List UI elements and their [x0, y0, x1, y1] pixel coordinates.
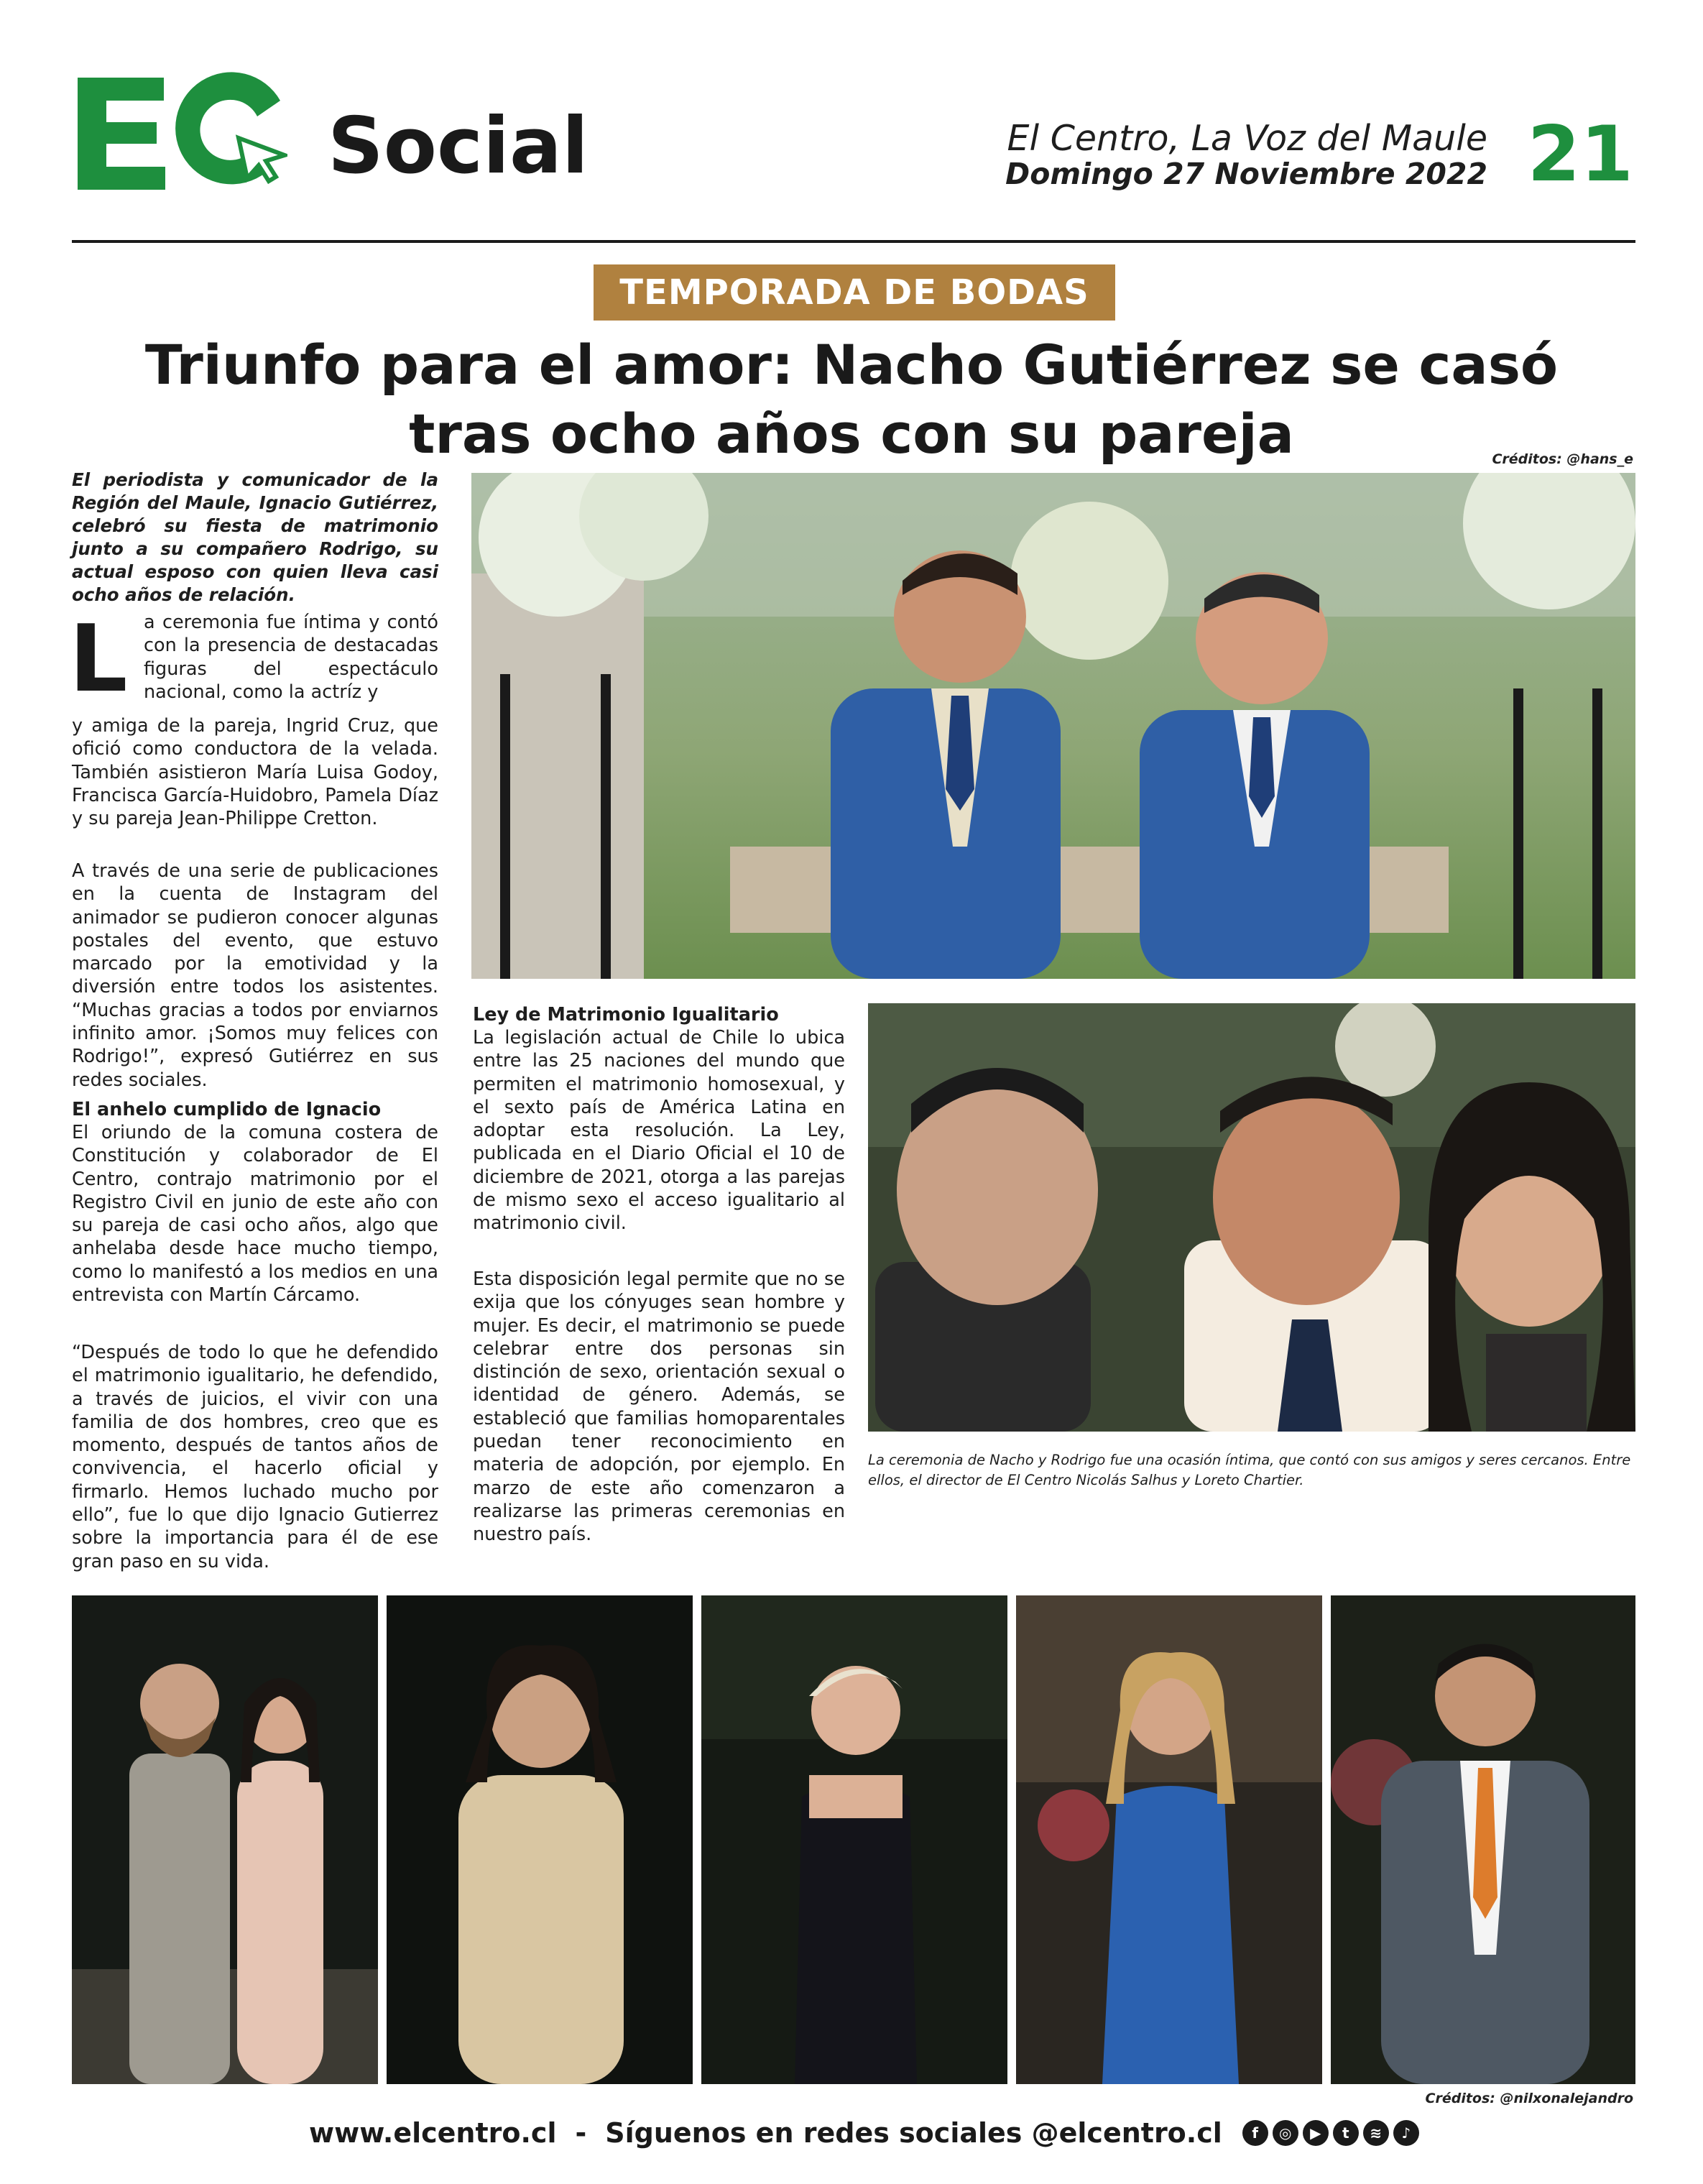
article-lead: El periodista y comunicador de la Región del Maule, Ignacio Gutiérrez, celebró su fiesta de matrimonio junto a su compañero Rodrigo, su actual esposo con quien lleva casi ocho años de relación. [72, 469, 438, 605]
facebook-icon[interactable]: f [1242, 2120, 1268, 2146]
newspaper-name: El Centro, La Voz del Maule [1007, 118, 1487, 159]
guests-selfie-photo [868, 1003, 1635, 1432]
footer-separator: - [575, 2117, 587, 2149]
paragraph-4: “Después de todo lo que he defendido el matrimonio igualitario, he defendido, a través de juicios, el vivir con una familia de dos hombres, creo que es momento, después de tantos años de convivencia, el hacerlo oficial y firmarlo. Hemos luchado mucho por ello”, fue lo que dijo Ignacio Gutierrez sobre la importancia para él de ese gran paso en su vida. [72, 1342, 438, 1572]
header-divider [72, 240, 1635, 243]
paragraph-5: La legislación actual de Chile lo ubica entre las 25 naciones del mundo que permiten el matrimonio homosexual, y el sexto país de América Latina en adoptar esta resolución. La Ley, publicada en el Diario Oficial el 10 de diciembre de 2021, otorga a las parejas de mismo sexo el acceso igualitario al matrimonio civil. [473, 1027, 845, 1235]
guest-gallery [72, 1595, 1635, 2084]
instagram-icon[interactable]: ◎ [1273, 2120, 1298, 2146]
gallery-photo-couple [72, 1595, 378, 2084]
social-icons [1242, 2120, 1419, 2146]
headline-line-1: Triunfo para el amor: Nacho Gutiérrez se casó [144, 333, 1559, 397]
gallery-photo-woman-black-dress [701, 1595, 1007, 2084]
paragraph-1-start: a ceremonia fue íntima y contó con la presencia de destacadas figuras del espectáculo nacional, como la actríz y [144, 612, 438, 703]
paragraph-1-end: y amiga de la pareja, Ingrid Cruz, que ofició como conductora de la velada. También asistieron María Luisa Godoy, Francisca García-Huidobro, Pamela Díaz y su pareja Jean-Philippe Cretton. [72, 715, 438, 830]
subheading-ley: Ley de Matrimonio Igualitario [473, 1004, 779, 1026]
paragraph-3: El oriundo de la comuna costera de Constitución y colaborador de El Centro, contrajo matrimonio por el Registro Civil en junio de este año con su pareja de casi ocho años, algo que anhelaba desde hace mucho tiempo, como lo manifestó a los medios en una entrevista con Martín Cárcamo. [72, 1122, 438, 1307]
drop-cap: L [69, 606, 128, 713]
social-handle-text: Síguenos en redes sociales @elcentro.cl [605, 2117, 1222, 2149]
paragraph-2: A través de una serie de publicaciones en la cuenta de Instagram del animador se pudieron conocer algunas postales del evento, que estuvo marcado por la emotividad y la diversión entre todos los asistentes. “Muchas gracias a todos por enviarnos infinito amor. ¡Somos muy felices con Rodrigo!”, expresó Gutiérrez en sus redes sociales. [72, 860, 438, 1091]
photo-caption: La ceremonia de Nacho y Rodrigo fue una ocasión íntima, que contó con sus amigos y seres cercanos. Entre ellos, el director de El Centro Nicolás Salhus y Loreto Chartier. [868, 1452, 1631, 1488]
section-title: Social [328, 101, 589, 191]
issue-date: Domingo 27 Noviembre 2022 [1005, 157, 1487, 191]
article-headline [108, 331, 1595, 469]
youtube-icon[interactable]: ▶ [1303, 2120, 1329, 2146]
page-number: 21 [1527, 110, 1633, 198]
spotify-icon[interactable]: ≋ [1363, 2120, 1389, 2146]
tiktok-icon[interactable]: ♪ [1393, 2120, 1419, 2146]
gallery-photo-man-gray-suit [1331, 1595, 1635, 2084]
subheading-anhelo: El anhelo cumplido de Ignacio [72, 1099, 382, 1120]
section-kicker: TEMPORADA DE BODAS [594, 264, 1115, 321]
gallery-photo-woman-blue-dress [1016, 1595, 1322, 2084]
photo-credit-bottom: Créditos: @nilxonalejandro [1425, 2091, 1633, 2106]
photo-credit-top: Créditos: @hans_e [1492, 451, 1633, 467]
headline-line-2: tras ocho años con su pareja [409, 402, 1294, 466]
page-footer [309, 2111, 1419, 2155]
website-link[interactable]: www.elcentro.cl [309, 2117, 557, 2149]
wedding-couple-photo [471, 473, 1635, 979]
el-centro-logo [72, 72, 287, 194]
gallery-photo-woman-gold-dress [387, 1595, 693, 2084]
paragraph-6: Esta disposición legal permite que no se exija que los cónyuges sean hombre y mujer. Es decir, el matrimonio se puede celebrar entre dos personas sin distinción de sexo, orientación sexual o identidad de género. Además, se estableció que familias homoparentales puedan tener reconocimiento en materia de adopción, por ejemplo. En marzo de este año comenzaron a realizarse las primeras ceremonias en nuestro país. [473, 1268, 845, 1546]
twitter-icon[interactable]: t [1333, 2120, 1359, 2146]
